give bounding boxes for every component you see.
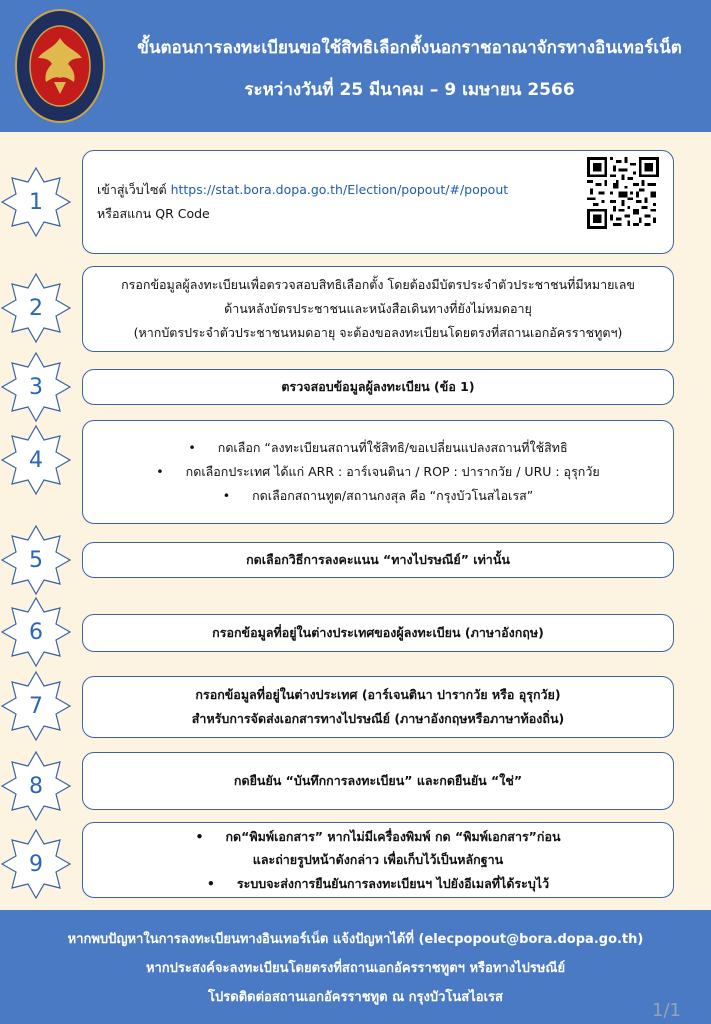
step-badge-3 bbox=[0, 351, 72, 423]
step8-line1: กดยืนยัน “บันทึกการลงทะเบียน” และกดยืนยัน “ใช่” bbox=[233, 773, 523, 789]
garuda-emblem-icon bbox=[14, 8, 106, 124]
qr-code-icon[interactable] bbox=[587, 157, 659, 229]
footer-embassy-line: โปรดติดต่อสถานเอกอัครราชทูต ณ กรุงบัวโนสไอเรส bbox=[208, 990, 503, 1005]
step7-line1: กรอกข้อมูลที่อยู่ในต่างประเทศ (อาร์เจนตินา ปารากวัย หรือ อุรุกวัย) bbox=[195, 687, 561, 703]
step-number: 9 bbox=[29, 851, 43, 877]
step5-line1: กดเลือกวิธีการลงคะแนน “ทางไปรษณีย์” เท่านั้น bbox=[246, 552, 510, 568]
step-badge-7 bbox=[0, 670, 72, 742]
page-indicator: 1/1 bbox=[652, 1000, 681, 1021]
step1-line2: หรือสแกน QR Code bbox=[97, 206, 210, 221]
step2-line3: (หากบัตรประจำตัวประชาชนหมดอายุ จะต้องขอลงทะเบียนโดยตรงที่สถานเอกอัครราชทูตฯ) bbox=[133, 324, 623, 340]
step-badge-1 bbox=[0, 166, 72, 238]
step-number: 2 bbox=[29, 295, 43, 321]
step-badge-9 bbox=[0, 828, 72, 900]
step4-bullet1: • กดเลือก “ลงทะเบียนสถานที่ใช้สิทธิ/ขอเปลี่ยนแปลงสถานที่ใช้สิทธิ bbox=[188, 436, 567, 460]
step-box-2 bbox=[82, 266, 674, 352]
step-badge-2 bbox=[0, 272, 72, 344]
step1-prefix: เข้าสู่เว็บไซต์ bbox=[97, 182, 171, 198]
step-box-3 bbox=[82, 369, 674, 405]
step-number: 7 bbox=[29, 693, 43, 719]
step2-line1: กรอกข้อมูลผู้ลงทะเบียนเพื่อตรวจสอบสิทธิเลือกตั้ง โดยต้องมีบัตรประจำตัวประชาชนที่มีหมายเลข bbox=[121, 277, 635, 293]
step-box-8 bbox=[82, 752, 674, 810]
step-badge-8 bbox=[0, 750, 72, 822]
step4-bullet3: • กดเลือกสถานทูต/สถานกงสุล คือ “กรุงบัวโนสไอเรส” bbox=[223, 484, 534, 508]
step-number: 5 bbox=[29, 547, 43, 573]
step-box-5 bbox=[82, 542, 674, 578]
step-box-9 bbox=[82, 822, 674, 898]
step-box-4 bbox=[82, 420, 674, 524]
step2-line2: ด้านหลังบัตรประชาชนและหนังสือเดินทางที่ยังไม่หมดอายุ bbox=[224, 301, 532, 317]
step-badge-6 bbox=[0, 596, 72, 668]
step4-bullet2: • กดเลือกประเทศ ได้แก่ ARR : อาร์เจนตินา / ROP : ปารากวัย / URU : อุรุกวัย bbox=[156, 460, 599, 484]
footer-banner bbox=[0, 910, 711, 1024]
step-number: 8 bbox=[29, 773, 43, 799]
date-range-subtitle: ระหว่างวันที่ 25 มีนาคม – 9 เมษายน 2566 bbox=[244, 80, 575, 100]
step-box-1 bbox=[82, 150, 674, 254]
footer-direct-registration-line: หากประสงค์จะลงทะเบียนโดยตรงที่สถานเอกอัครราชทูตฯ หรือทางไปรษณีย์ bbox=[145, 961, 566, 976]
step3-line1: ตรวจสอบข้อมูลผู้ลงทะเบียน (ข้อ 1) bbox=[281, 379, 475, 395]
step9-bullet3: • ระบบจะส่งการยืนยันการลงทะเบียนฯ ไปยังอีเมลที่ได้ระบุไว้ bbox=[207, 872, 549, 895]
step6-line1: กรอกข้อมูลที่อยู่ในต่างประเทศของผู้ลงทะเบียน (ภาษาอังกฤษ) bbox=[212, 625, 544, 641]
step9-bullet1: • กด“พิมพ์เอกสาร” หากไม่มีเครื่องพิมพ์ กด “พิมพ์เอกสาร”ก่อน bbox=[195, 825, 560, 848]
step-badge-4 bbox=[0, 424, 72, 496]
step-badge-5 bbox=[0, 524, 72, 596]
step1-line1 bbox=[97, 178, 508, 202]
step-number: 4 bbox=[29, 447, 43, 473]
election-website-link[interactable]: https://stat.bora.dopa.go.th/Election/popout/#/popout bbox=[170, 182, 509, 198]
header-banner bbox=[0, 0, 711, 132]
footer-contact-line: หากพบปัญหาในการลงทะเบียนทางอินเทอร์เน็ต แจ้งปัญหาได้ที่ (elecpopout@bora.dopa.go.th) bbox=[67, 932, 644, 947]
step-box-7 bbox=[82, 676, 674, 738]
embassy-seal-logo bbox=[14, 8, 106, 124]
step-box-6 bbox=[82, 614, 674, 652]
step7-line2: สำหรับการจัดส่งเอกสารทางไปรษณีย์ (ภาษาอังกฤษหรือภาษาท้องถิ่น) bbox=[191, 711, 565, 726]
step-number: 3 bbox=[29, 374, 43, 400]
step-number: 1 bbox=[29, 189, 43, 215]
step-number: 6 bbox=[29, 619, 43, 645]
page-title: ขั้นตอนการลงทะเบียนขอใช้สิทธิเลือกตั้งนอกราชอาณาจักรทางอินเทอร์เน็ต bbox=[137, 38, 682, 58]
step9-line2: และถ่ายรูปหน้าดังกล่าว เพื่อเก็บไว้เป็นหลักฐาน bbox=[252, 852, 504, 868]
